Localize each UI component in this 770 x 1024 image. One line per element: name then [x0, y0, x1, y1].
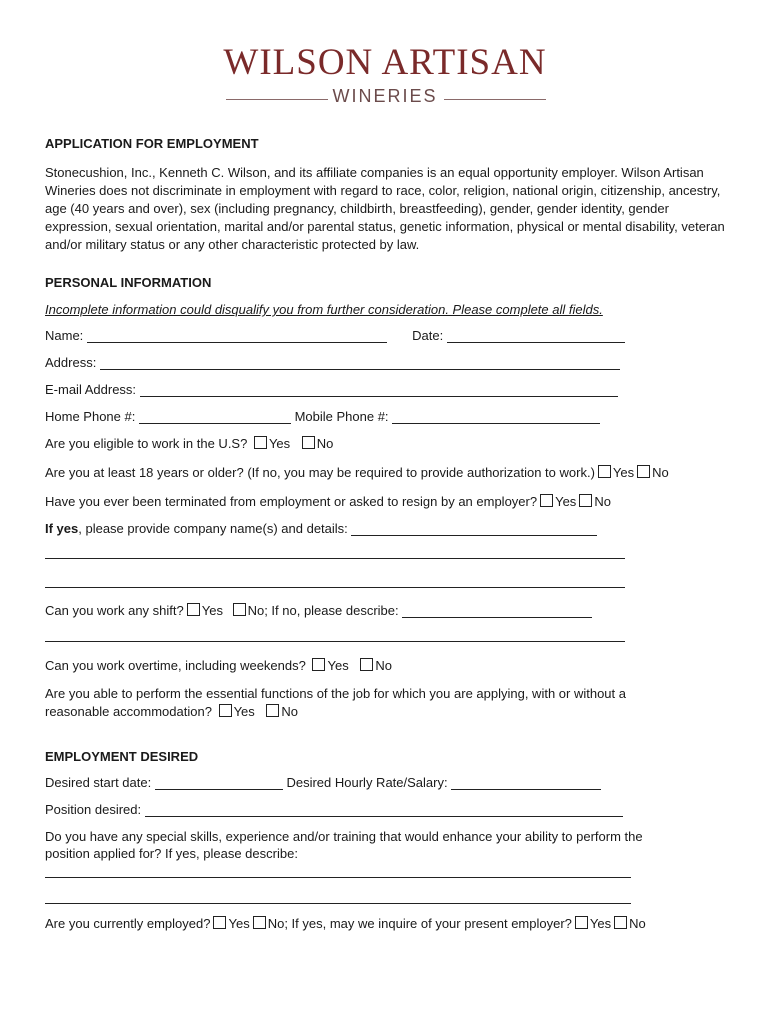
form-title: APPLICATION FOR EMPLOYMENT — [45, 136, 259, 151]
logo-rule-right — [444, 99, 546, 100]
email-label: E-mail Address: — [45, 382, 137, 397]
terminated-row — [45, 493, 611, 511]
email-row — [45, 381, 618, 399]
mobile-phone-label: Mobile Phone #: — [294, 409, 389, 424]
current-yes-label: Yes — [228, 916, 250, 931]
date-field[interactable] — [447, 329, 625, 343]
if-yes-text: , please provide company name(s) and details: — [78, 521, 348, 536]
company-logo — [0, 40, 770, 112]
terminated-question: Have you ever been terminated from employment or asked to resign by an employer? — [45, 494, 538, 509]
eligible-question: Are you eligible to work in the U.S? — [45, 436, 248, 451]
essential-yes-label: Yes — [233, 704, 255, 719]
logo-name: WILSON ARTISAN — [223, 42, 547, 83]
rate-field[interactable] — [451, 776, 601, 790]
details-line-1[interactable] — [45, 544, 625, 559]
shift-question: Can you work any shift? — [45, 603, 184, 618]
address-row — [45, 354, 620, 372]
age-yes-checkbox[interactable] — [598, 465, 611, 478]
shift-describe-field[interactable] — [402, 604, 592, 618]
position-row — [45, 801, 623, 819]
personal-note: Incomplete information could disqualify you from further consideration. Please complete all fields. — [45, 302, 603, 317]
essential-question-line-2: reasonable accommodation? — [45, 704, 212, 719]
date-label: Date: — [412, 328, 444, 343]
shift-row — [45, 602, 592, 620]
age-row — [45, 464, 669, 482]
essential-no-label: No — [281, 704, 299, 719]
home-phone-label: Home Phone #: — [45, 409, 136, 424]
home-phone-field[interactable] — [139, 410, 291, 424]
start-rate-row — [45, 774, 601, 792]
overtime-question: Can you work overtime, including weekends? — [45, 658, 306, 673]
details-line-2[interactable] — [45, 573, 625, 588]
shift-yes-label: Yes — [201, 603, 223, 618]
terminated-no-checkbox[interactable] — [579, 494, 592, 507]
current-question: Are you currently employed? — [45, 916, 211, 931]
eligible-row — [45, 435, 333, 453]
shift-no-checkbox[interactable] — [233, 603, 246, 616]
rate-label: Desired Hourly Rate/Salary: — [286, 775, 448, 790]
age-yes-label: Yes — [612, 465, 635, 480]
if-yes-field[interactable] — [351, 522, 597, 536]
age-no-label: No — [652, 465, 669, 480]
email-field[interactable] — [140, 383, 618, 397]
inquire-no-checkbox[interactable] — [614, 916, 627, 929]
employment-heading: EMPLOYMENT DESIRED — [45, 749, 199, 764]
eeo-statement: Stonecushion, Inc., Kenneth C. Wilson, and its affiliate companies is an equal opportunity employer. Wilson Artisan Wineries does not discriminate in employment with regard to race, color, religion, national origin, citizenship, ancestry, age (40 years and over), sex (including pregnancy, childbirth, breastfeeding), gender, gender identity, gender expression, sexual orientation, marital and/or parental status, genetic information, physical or mental disability, veteran and/or military status or any other characteristic protected by law. — [45, 165, 725, 252]
eligible-yes-label: Yes — [268, 436, 291, 451]
overtime-yes-checkbox[interactable] — [312, 658, 325, 671]
eligible-no-label: No — [316, 436, 334, 451]
eligible-yes-checkbox[interactable] — [254, 436, 267, 449]
shift-line[interactable] — [45, 627, 625, 642]
skills-question-line-2: position applied for? If yes, please describe: — [45, 846, 298, 861]
overtime-no-label: No — [375, 658, 392, 673]
phone-row — [45, 408, 600, 426]
essential-yes-checkbox[interactable] — [219, 704, 232, 717]
position-label: Position desired: — [45, 802, 142, 817]
skills-line-2[interactable] — [45, 889, 631, 904]
current-no-label: No; If yes, may we inquire of your present employer? — [267, 916, 572, 931]
start-date-label: Desired start date: — [45, 775, 152, 790]
shift-yes-checkbox[interactable] — [187, 603, 200, 616]
eligible-no-checkbox[interactable] — [302, 436, 315, 449]
overtime-row — [45, 657, 392, 675]
skills-line-1[interactable] — [45, 863, 631, 878]
logo-sub-text: WINERIES — [332, 86, 438, 106]
name-field[interactable] — [87, 329, 387, 343]
inquire-yes-label: Yes — [589, 916, 612, 931]
current-row — [45, 915, 646, 933]
terminated-no-label: No — [594, 494, 611, 509]
inquire-no-label: No — [629, 916, 646, 931]
logo-subtitle — [0, 86, 770, 112]
inquire-yes-checkbox[interactable] — [575, 916, 588, 929]
personal-heading: PERSONAL INFORMATION — [45, 275, 212, 290]
current-yes-checkbox[interactable] — [213, 916, 226, 929]
current-no-checkbox[interactable] — [253, 916, 266, 929]
essential-no-checkbox[interactable] — [266, 704, 279, 717]
if-yes-row — [45, 520, 597, 538]
overtime-yes-label: Yes — [327, 658, 349, 673]
age-question: Are you at least 18 years or older? (If no, you may be required to provide authorization to work.) — [45, 465, 595, 480]
terminated-yes-label: Yes — [555, 494, 577, 509]
address-label: Address: — [45, 355, 97, 370]
essential-row — [45, 703, 298, 721]
skills-question-line-1: Do you have any special skills, experience and/or training that would enhance your ability to perform the — [45, 829, 643, 844]
name-row — [45, 327, 625, 345]
terminated-yes-checkbox[interactable] — [540, 494, 553, 507]
position-field[interactable] — [145, 803, 623, 817]
mobile-phone-field[interactable] — [392, 410, 600, 424]
name-label: Name: — [45, 328, 84, 343]
age-no-checkbox[interactable] — [637, 465, 650, 478]
essential-question-line-1: Are you able to perform the essential functions of the job for which you are applying, with or without a — [45, 686, 626, 701]
start-date-field[interactable] — [155, 776, 283, 790]
shift-no-label: No; If no, please describe: — [247, 603, 399, 618]
address-field[interactable] — [100, 356, 620, 370]
if-yes-bold: If yes — [45, 521, 79, 536]
overtime-no-checkbox[interactable] — [360, 658, 373, 671]
